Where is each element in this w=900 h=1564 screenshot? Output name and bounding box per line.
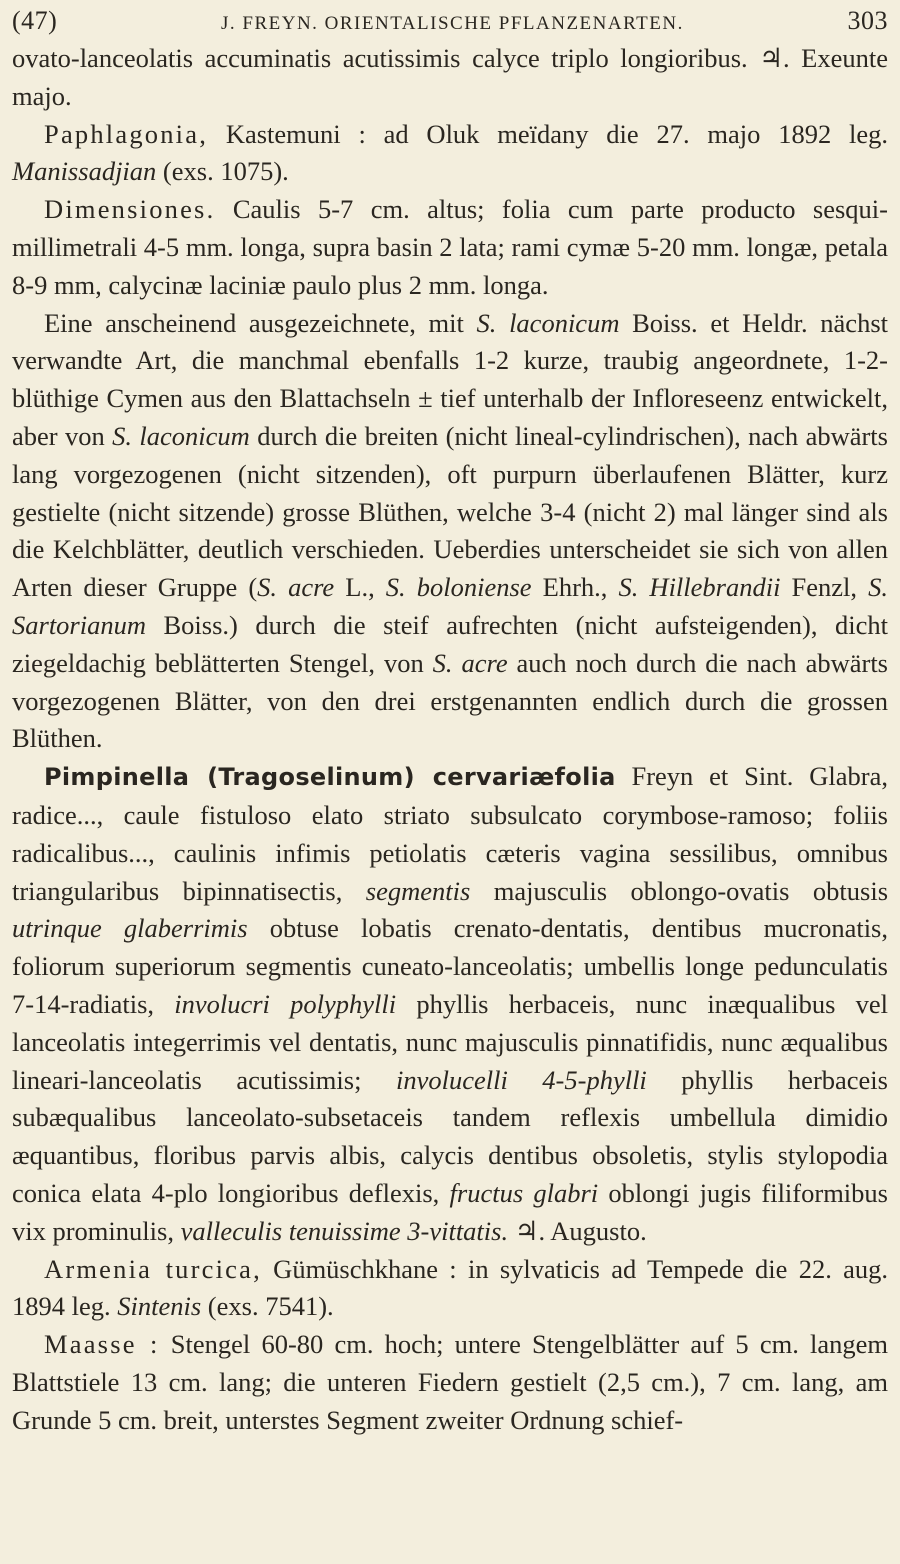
collector-name: Sintenis [117, 1291, 202, 1322]
locality-label: Paphlagonia, [44, 118, 209, 149]
page-body [12, 40, 888, 1439]
section-label: Maasse : [44, 1329, 160, 1360]
paragraph-continuation: ovato-lanceolatis accuminatis acutissimis calyce triplo longioribus. ♃. Exeunte majo. [12, 43, 888, 111]
species-name: S. boloniense [385, 572, 532, 603]
section-label: Dimensiones. [44, 194, 216, 225]
paragraph-dimensiones: Dimensiones. Caulis 5-7 cm. altus; folia cum parte producto sesqui-millimetrali 4-5 mm. longa, supra basin 2 lata; rami cymæ 5-20 mm. longæ, petala 8-9 mm, calycinæ laciniæ paulo plus 2 mm. longa. [12, 194, 888, 300]
collector-name: Manissadjian [12, 156, 157, 187]
species-name: S. acre [432, 647, 508, 678]
species-heading: Pimpinella (Tragoselinum) cervariæfolia [44, 763, 616, 792]
issue-number: (47) [12, 6, 58, 35]
species-name: S. laconicum [112, 420, 250, 451]
paragraph-locality-paphlagonia: Paphlagonia, Kastemuni : ad Oluk meïdany die 27. majo 1892 leg. Manissadjian (exs. 1075). [12, 118, 888, 187]
paragraph-maasse: Maasse : Stengel 60-80 cm. hoch; untere Stengelblätter auf 5 cm. langem Blattstiele 13 cm. lang; die unteren Fiedern gestielt (2,5 cm.), 7 cm. lang, am Grunde 5 cm. breit, unterstes Segment zweiter Ordnung schief- [12, 1329, 889, 1435]
species-name: S. Sartorianum [12, 572, 888, 640]
running-header [12, 0, 888, 44]
page-number: 303 [847, 6, 888, 35]
species-name: S. laconicum [476, 307, 620, 338]
locality-label: Armenia turcica, [44, 1253, 262, 1284]
species-name: S. Hillebrandii [618, 572, 781, 603]
paragraph-species-description: Pimpinella (Tragoselinum) cervariæfolia Freyn et Sint. Glabra, radice..., caule fistuloso elato striato subsulcato corymbose-ramoso; foliis radicalibus..., caulinis infimis petiolatis cæteris vagina sessilibus, omnibus triangularibus bipinnatisectis, segmentis majusculis oblongo-ovatis obtusis utrinque glaberrimis obtuse lobatis crenato-dentatis, dentibus mucronatis, foliorum superiorum segmentis cuneato-lanceolatis; umbellis longe pedunculatis 7-14-radiatis, involucri polyphylli phyllis herbaceis, nunc inæqualibus vel lanceolatis integerrimis vel dentatis, nunc majusculis pinnatifidis, nunc æqualibus lineari-lanceolatis acutissimis; involucelli 4-5-phylli phyllis herbaceis subæqualibus lanceolato-subsetaceis tandem reflexis umbellula dimidio æquantibus, floribus parvis albis, calycis dentibus obsoletis, stylis stylopodia conica elata 4-plo longioribus deflexis, fructus glabri oblongi jugis filiformibus vix prominulis, valleculis tenuissime 3-vittatis. ♃. Augusto. [12, 761, 889, 1246]
paragraph-locality-armenia: Armenia turcica, Gümüschkhane : in sylvaticis ad Tempede die 22. aug. 1894 leg. Sintenis (exs. 7541). [12, 1253, 888, 1322]
paragraph-discussion: Eine anscheinend ausgezeichnete, mit S. laconicum Boiss. et Heldr. nächst verwandte Art, die manchmal ebenfalls 1-2 kurze, traubig angeordnete, 1-2-blüthige Cymen aus den Blattachseln ± tief unterhalb der Infloreseenz entwickelt, aber von S. laconicum durch die breiten (nicht lineal-cylindrischen), nach abwärts lang vorgezogenen (nicht sitzenden), oft purpurn überlaufenen Blätter, kurz gestielte (nicht sitzende) grosse Blüthen, welche 3-4 (nicht 2) mal länger sind als die Kelchblätter, deutlich verschieden. Ueberdies unterscheidet sie sich von allen Arten dieser Gruppe (S. acre L., S. boloniense Ehrh., S. Hillebrandii Fenzl, S. Sartorianum Boiss.) durch die steif aufrechten (nicht aufsteigenden), dicht ziegeldachig beblätterten Stengel, von S. acre auch noch durch die nach abwärts vorgezogenen Blätter, von den drei erstgenannten endlich durch die grossen Blüthen. [12, 307, 888, 754]
running-title: J. FREYN. ORIENTALISCHE PFLANZENARTEN. [220, 13, 684, 34]
species-name: S. acre [257, 572, 335, 603]
